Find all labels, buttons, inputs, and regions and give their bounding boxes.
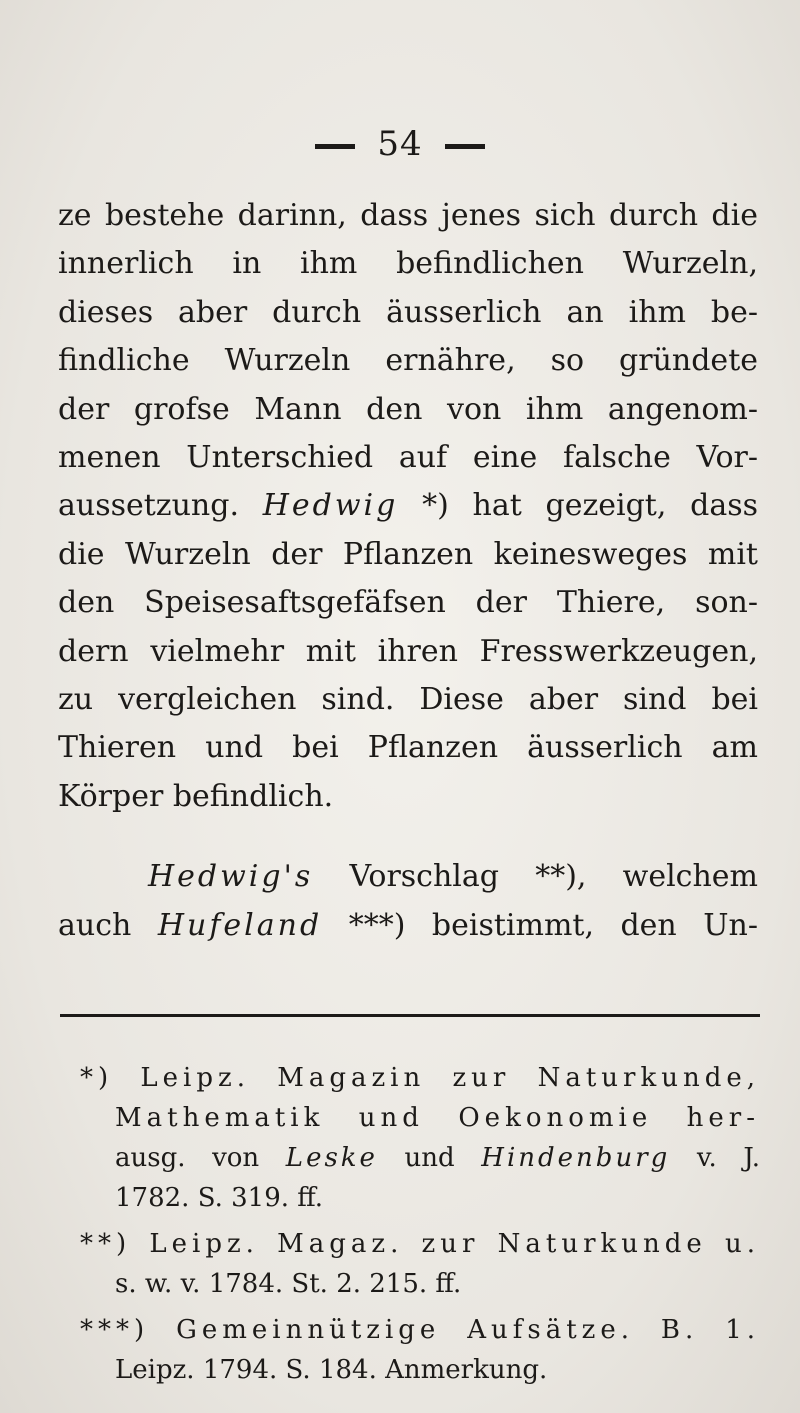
author-name: Hedwig	[262, 488, 399, 524]
main-text	[58, 192, 758, 950]
footnote-1	[80, 1058, 760, 1218]
text-line: aussetzung. Hedwig *) hat gezeigt, dass	[58, 488, 758, 524]
text-line: ze bestehe darinn, dass jenes sich durch die	[58, 198, 758, 233]
footnote-line: s. w. v. 1784. St. 2. 215. ff.	[115, 1269, 462, 1299]
author-name: Hedwig's	[148, 859, 314, 895]
footnote-line: Mathematik und Oekonomie her-	[115, 1103, 760, 1133]
paragraph-start: Hedwig's Vorschlag **), welchem	[148, 859, 758, 895]
page-number-text: 54	[377, 124, 423, 164]
footnote-line: **) Leipz. Magaz. zur Naturkunde u.	[80, 1229, 760, 1259]
text-line: die Wurzeln der Pflanzen keinesweges mit	[58, 536, 758, 572]
folio-dash-right	[445, 144, 485, 149]
text-line: menen Unterschied auf eine falsche Vor-	[58, 440, 758, 476]
footnotes	[80, 1058, 760, 1396]
text-line: Thieren und bei Pflanzen äusserlich am	[58, 730, 758, 766]
footnote-line: ausg. von Leske und Hindenburg v. J.	[115, 1143, 761, 1173]
text-line: findliche Wurzeln ernähre, so gründete	[58, 343, 758, 379]
text-line: Körper befindlich.	[58, 778, 334, 814]
footnote-line: Leipz. 1794. S. 184. Anmerkung.	[115, 1355, 548, 1385]
text-line: den Speisesaftsgefäfsen der Thiere, son-	[58, 585, 758, 621]
text-line: der grofse Mann den von ihm angenom-	[58, 391, 758, 427]
footnote-line: *) Leipz. Magazin zur Naturkunde,	[80, 1063, 761, 1093]
footnote-line: 1782. S. 319. ff.	[115, 1183, 324, 1213]
footnote-3	[80, 1310, 760, 1390]
text-line: auch Hufeland ***) beistimmt, den Un-	[58, 907, 758, 943]
author-name: Hufeland	[157, 907, 323, 943]
footnote-2	[80, 1224, 760, 1304]
page-number	[0, 124, 800, 164]
text-line: dieses aber durch äusserlich an ihm be-	[58, 294, 758, 330]
footnote-divider	[60, 1014, 760, 1017]
footnote-line: ***) Gemeinnützige Aufsätze. B. 1.	[80, 1315, 761, 1345]
text-line: innerlich in ihm befindlichen Wurzeln,	[58, 246, 758, 282]
folio-dash-left	[315, 144, 355, 149]
text-line: dern vielmehr mit ihren Fresswerkzeugen,	[58, 633, 758, 669]
text-line: zu vergleichen sind. Diese aber sind bei	[58, 682, 758, 718]
